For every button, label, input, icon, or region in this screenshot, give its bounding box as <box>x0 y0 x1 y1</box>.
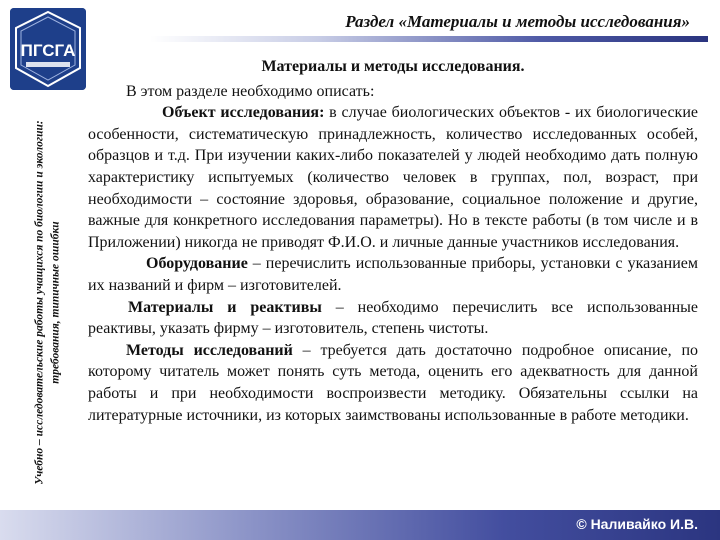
paragraph-methods <box>88 340 698 426</box>
text-methods: – требуется дать достаточно подробное описание, по которому читатель может понять суть метода, оценить его адекватность для данной работы и при необходимости воспроизвести методику. Обязательны ссылки на литературные источники, из которых заимствованы использованные в работе методики. <box>88 341 699 424</box>
university-logo <box>10 8 86 90</box>
text-materials: – необходимо перечислить все использованные реактивы, указать фирму – изготовитель, степень чистоты. <box>88 298 698 338</box>
term-object: Объект исследования: <box>162 104 325 122</box>
copyright-text: © Наливайко И.В. <box>576 516 698 532</box>
logo-text: ПГСГА <box>20 41 76 60</box>
sidebar-line-2: требования, типичные ошибки <box>49 221 61 385</box>
paragraph-object <box>88 102 698 253</box>
intro-text: В этом разделе необходимо описать: <box>126 82 375 100</box>
paragraph-equipment <box>88 253 698 296</box>
main-content <box>88 56 698 426</box>
content-heading: Материалы и методы исследования. <box>261 58 525 75</box>
text-object: в случае биологических объектов - их биологические особенности, систематическую принадлежность, количество исследованных особей, образцов и т.д. При изучении каких-либо показателей у людей необходимо дать полную характеристику испытуемых (количество человек в группах, пол, возраст, при необходимости – состояние здоровья, образование, социальное положение и другие, важные для конкретного исследования параметры). Но в тексте работы (в том числе и в Приложении) никогда не приводят Ф.И.О. и личные данные участников исследования. <box>88 104 698 251</box>
term-materials: Материалы и реактивы <box>128 298 322 316</box>
term-methods: Методы исследований <box>126 341 293 359</box>
text-equipment: – перечислить использованные приборы, установки с указанием их названий и фирм – изготовителей. <box>88 255 698 294</box>
section-title: Раздел «Материалы и методы исследования» <box>345 12 690 31</box>
vertical-sidebar-caption <box>16 96 80 510</box>
sidebar-line-1: Учебно – исследовательские работы учащихся по биологии и экологии: <box>33 120 46 486</box>
term-equipment: Оборудование <box>146 255 248 273</box>
header-divider <box>150 36 708 42</box>
footer-bar <box>0 510 720 540</box>
paragraph-materials <box>88 297 698 340</box>
